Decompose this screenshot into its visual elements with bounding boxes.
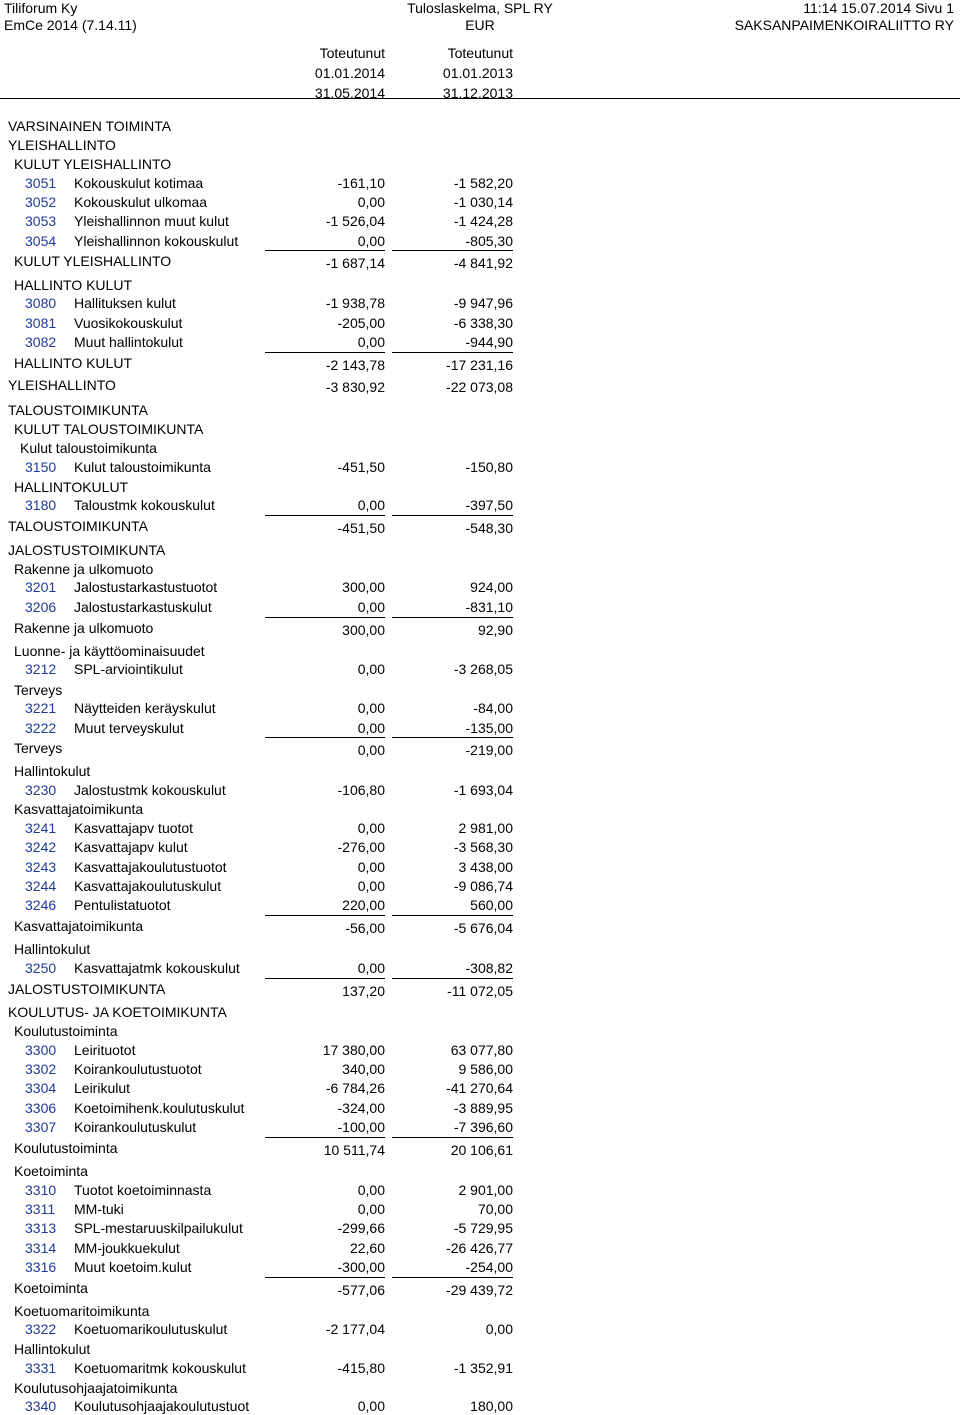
account-name: Muut hallintokulut	[74, 334, 183, 350]
table-row	[0, 1119, 960, 1136]
account-code: 3221	[25, 700, 57, 716]
value-previous: -5 729,95	[453, 1220, 513, 1236]
subtotal-row	[0, 253, 960, 270]
subtotal-label: TALOUSTOIMIKUNTA	[8, 518, 149, 534]
subtotal-current: 10 511,74	[323, 1142, 385, 1158]
column-header-current	[315, 43, 385, 103]
account-code: 3053	[25, 213, 57, 229]
table-row	[0, 878, 960, 895]
subtotal-line	[265, 352, 385, 353]
account-code: 3311	[25, 1201, 56, 1217]
subtotal-previous: 20 106,61	[450, 1142, 513, 1158]
value-previous: -944,90	[465, 334, 513, 350]
subtotal-line	[392, 250, 513, 251]
account-name: Muut koetoim.kulut	[74, 1259, 192, 1275]
account-name: Yleishallinnon kokouskulut	[74, 233, 239, 249]
value-current: 0,00	[357, 720, 385, 736]
subtotal-current: -577,06	[337, 1282, 385, 1298]
subtotal-label: HALLINTO KULUT	[14, 355, 132, 371]
value-previous: 2 901,00	[458, 1182, 513, 1198]
section-heading-label: Koetuomaritoimikunta	[14, 1303, 150, 1319]
software-version: EmCe 2014 (7.14.11)	[4, 17, 137, 33]
subtotal-label: Koetoiminta	[14, 1280, 88, 1296]
section-heading	[0, 277, 960, 294]
value-previous: -1 693,04	[453, 782, 513, 798]
value-previous: -9 947,96	[453, 295, 513, 311]
section-heading	[0, 801, 960, 818]
subtotal-current: -56,00	[345, 920, 385, 936]
account-name: SPL-arviointikulut	[74, 661, 183, 677]
section-heading	[0, 118, 960, 135]
value-previous: 70,00	[477, 1201, 513, 1217]
account-name: Kasvattajapv tuotot	[74, 820, 194, 836]
column-end-date: 31.12.2013	[442, 85, 513, 101]
value-previous: 180,00	[470, 1398, 513, 1414]
subtotal-row	[0, 518, 960, 535]
account-name: Taloustmk kokouskulut	[74, 497, 215, 513]
section-heading	[0, 1380, 960, 1397]
value-current: -415,80	[337, 1360, 385, 1376]
table-row	[0, 1259, 960, 1276]
table-row	[0, 1220, 960, 1237]
section-heading	[0, 682, 960, 699]
table-row	[0, 1080, 960, 1097]
section-heading-label: KULUT YLEISHALLINTO	[14, 156, 172, 172]
value-previous: -135,00	[465, 720, 513, 736]
account-code: 3054	[25, 233, 57, 249]
table-row	[0, 661, 960, 678]
value-previous: 9 586,00	[458, 1061, 513, 1077]
account-name: Näytteiden keräyskulut	[74, 700, 216, 716]
column-title: Toteutunut	[447, 45, 513, 61]
section-heading-label: JALOSTUSTOIMIKUNTA	[8, 542, 166, 558]
account-name: Kasvattajatmk kokouskulut	[74, 960, 240, 976]
table-row	[0, 315, 960, 332]
subtotal-previous: -548,30	[465, 520, 513, 536]
value-previous: 924,00	[470, 579, 513, 595]
account-code: 3201	[25, 579, 57, 595]
account-name: Koetuomarikoulutuskulut	[74, 1321, 228, 1337]
section-heading	[0, 479, 960, 496]
section-heading	[0, 1004, 960, 1021]
section-heading-label: Koetoiminta	[14, 1163, 88, 1179]
account-name: Kasvattajapv kulut	[74, 839, 188, 855]
value-current: -324,00	[337, 1100, 385, 1116]
table-row	[0, 1100, 960, 1117]
section-heading	[0, 542, 960, 559]
account-code: 3316	[25, 1259, 57, 1275]
value-current: 17 380,00	[322, 1042, 385, 1058]
value-previous: -41 270,64	[446, 1080, 513, 1096]
subtotal-current: -1 687,14	[325, 255, 385, 271]
header-divider	[0, 98, 960, 99]
table-row	[0, 1042, 960, 1059]
value-previous: -397,50	[465, 497, 513, 513]
value-current: 0,00	[357, 497, 385, 513]
subtotal-line	[265, 1137, 385, 1138]
subtotal-previous: -219,00	[465, 742, 513, 758]
account-code: 3306	[25, 1100, 57, 1116]
subtotal-current: -2 143,78	[325, 357, 385, 373]
account-name: Koirankoulutuskulut	[74, 1119, 197, 1135]
account-name: Hallituksen kulut	[74, 295, 176, 311]
table-row	[0, 1398, 960, 1415]
account-code: 3340	[25, 1398, 57, 1414]
table-row	[0, 1201, 960, 1218]
section-heading-label: Koulutustoiminta	[14, 1023, 118, 1039]
subtotal-previous: -17 231,16	[446, 357, 513, 373]
section-heading-label: HALLINTO KULUT	[14, 277, 132, 293]
account-name: SPL-mestaruuskilpailukulut	[74, 1220, 243, 1236]
account-code: 3302	[25, 1061, 57, 1077]
value-previous: -1 030,14	[453, 194, 513, 210]
table-row	[0, 839, 960, 856]
section-heading-label: TALOUSTOIMIKUNTA	[8, 402, 149, 418]
subtotal-previous: -29 439,72	[446, 1282, 513, 1298]
account-name: Leirikulut	[74, 1080, 131, 1096]
table-row	[0, 233, 960, 250]
value-previous: -831,10	[465, 599, 513, 615]
subtotal-row	[0, 1280, 960, 1297]
value-current: 340,00	[342, 1061, 385, 1077]
account-name: Kasvattajakoulutustuotot	[74, 859, 227, 875]
section-heading-label: YLEISHALLINTO	[8, 137, 116, 153]
account-code: 3304	[25, 1080, 57, 1096]
table-row	[0, 960, 960, 977]
subtotal-current: -451,50	[337, 520, 385, 536]
column-end-date: 31.05.2014	[314, 85, 385, 101]
value-previous: -84,00	[473, 700, 513, 716]
table-row	[0, 579, 960, 596]
column-start-date: 01.01.2014	[314, 65, 385, 81]
account-name: Kasvattajakoulutuskulut	[74, 878, 222, 894]
account-name: Kokouskulut ulkomaa	[74, 194, 208, 210]
value-current: -106,80	[337, 782, 385, 798]
company-name: Tiliforum Ky	[4, 0, 78, 16]
value-current: 0,00	[357, 334, 385, 350]
value-previous: 0,00	[485, 1321, 513, 1337]
value-previous: 2 981,00	[458, 820, 513, 836]
section-heading	[0, 137, 960, 154]
table-row	[0, 859, 960, 876]
section-heading-label: Kasvattajatoimikunta	[14, 801, 144, 817]
subtotal-line	[392, 978, 513, 979]
table-row	[0, 1061, 960, 1078]
account-code: 3246	[25, 897, 57, 913]
subtotal-line	[392, 515, 513, 516]
section-heading-label: Hallintokulut	[14, 1341, 91, 1357]
table-row	[0, 497, 960, 514]
value-previous: -805,30	[465, 233, 513, 249]
value-current: -300,00	[337, 1259, 385, 1275]
account-name: Muut terveyskulut	[74, 720, 184, 736]
subtotal-line	[265, 515, 385, 516]
account-code: 3052	[25, 194, 57, 210]
value-previous: 3 438,00	[458, 859, 513, 875]
account-code: 3314	[25, 1240, 57, 1256]
account-code: 3322	[25, 1321, 57, 1337]
value-previous: -1 582,20	[453, 175, 513, 191]
section-heading	[0, 402, 960, 419]
column-header-previous	[443, 43, 513, 103]
account-name: MM-joukkuekulut	[74, 1240, 180, 1256]
table-row	[0, 1182, 960, 1199]
value-current: 0,00	[357, 194, 385, 210]
subtotal-line	[265, 250, 385, 251]
subtotal-previous: -4 841,92	[453, 255, 513, 271]
value-current: 0,00	[357, 1398, 385, 1414]
account-name: Kulut taloustoimikunta	[74, 459, 211, 475]
section-heading-label: Hallintokulut	[14, 941, 91, 957]
timestamp-page: 11:14 15.07.2014 Sivu 1	[803, 0, 954, 16]
value-previous: -3 889,95	[453, 1100, 513, 1116]
account-code: 3244	[25, 878, 57, 894]
value-current: 0,00	[357, 700, 385, 716]
account-code: 3250	[25, 960, 57, 976]
value-previous: 560,00	[470, 897, 513, 913]
value-current: -161,10	[337, 175, 385, 191]
subtotal-label: Rakenne ja ulkomuoto	[14, 620, 154, 636]
subtotal-previous: -22 073,08	[446, 379, 513, 395]
table-row	[0, 820, 960, 837]
account-code: 3331	[25, 1360, 57, 1376]
value-current: -205,00	[337, 315, 385, 331]
value-previous: -1 424,28	[453, 213, 513, 229]
value-current: -6 784,26	[325, 1080, 385, 1096]
value-previous: 63 077,80	[450, 1042, 513, 1058]
account-name: Kokouskulut kotimaa	[74, 175, 204, 191]
account-code: 3180	[25, 497, 57, 513]
account-code: 3230	[25, 782, 57, 798]
account-code: 3080	[25, 295, 57, 311]
value-previous: -9 086,74	[453, 878, 513, 894]
table-row	[0, 295, 960, 312]
value-current: 0,00	[357, 1201, 385, 1217]
value-current: 0,00	[357, 820, 385, 836]
subtotal-previous: -5 676,04	[453, 920, 513, 936]
report-header-left	[4, 0, 137, 34]
section-heading-label: Koulutusohjaajatoimikunta	[14, 1380, 178, 1396]
value-previous: -1 352,91	[453, 1360, 513, 1376]
value-previous: -3 268,05	[453, 661, 513, 677]
subtotal-line	[265, 1277, 385, 1278]
value-previous: -6 338,30	[453, 315, 513, 331]
account-code: 3300	[25, 1042, 57, 1058]
subtotal-line	[265, 915, 385, 916]
table-row	[0, 459, 960, 476]
value-current: 22,60	[349, 1240, 385, 1256]
value-current: 300,00	[342, 579, 385, 595]
value-current: 0,00	[357, 878, 385, 894]
table-row	[0, 213, 960, 230]
section-heading	[0, 1303, 960, 1320]
section-heading-label: VARSINAINEN TOIMINTA	[8, 118, 172, 134]
account-code: 3081	[25, 315, 57, 331]
account-code: 3242	[25, 839, 57, 855]
subtotal-current: -3 830,92	[325, 379, 385, 395]
subtotal-row	[0, 620, 960, 637]
value-current: 0,00	[357, 599, 385, 615]
value-current: 220,00	[342, 897, 385, 913]
account-code: 3307	[25, 1119, 57, 1135]
subtotal-line	[392, 1137, 513, 1138]
table-row	[0, 175, 960, 192]
value-current: -1 526,04	[325, 213, 385, 229]
value-current: -299,66	[337, 1220, 385, 1236]
subtotal-previous: 92,90	[477, 622, 513, 638]
subtotal-row	[0, 981, 960, 998]
table-row	[0, 897, 960, 914]
value-current: 0,00	[357, 233, 385, 249]
account-name: Koulutusohjaajakoulutustuot	[74, 1398, 250, 1414]
section-heading-label: HALLINTOKULUT	[14, 479, 129, 495]
section-heading	[0, 941, 960, 958]
report-title: Tuloslaskelma, SPL RY	[407, 0, 553, 16]
value-previous: -254,00	[465, 1259, 513, 1275]
value-current: 0,00	[357, 661, 385, 677]
subtotal-line	[392, 915, 513, 916]
account-name: Koetoimihenk.koulutuskulut	[74, 1100, 245, 1116]
account-name: Leirituotot	[74, 1042, 136, 1058]
value-current: -451,50	[337, 459, 385, 475]
account-code: 3313	[25, 1220, 57, 1236]
account-name: Koirankoulutustuotot	[74, 1061, 202, 1077]
account-code: 3222	[25, 720, 57, 736]
value-current: 0,00	[357, 1182, 385, 1198]
value-previous: -308,82	[465, 960, 513, 976]
section-heading-label: KOULUTUS- JA KOETOIMIKUNTA	[8, 1004, 227, 1020]
section-heading	[0, 1023, 960, 1040]
subtotal-label: KULUT YLEISHALLINTO	[14, 253, 172, 269]
section-heading-label: Rakenne ja ulkomuoto	[14, 561, 154, 577]
table-row	[0, 720, 960, 737]
account-name: Jalostustmk kokouskulut	[74, 782, 226, 798]
account-code: 3082	[25, 334, 57, 350]
table-row	[0, 1240, 960, 1257]
section-heading	[0, 1163, 960, 1180]
value-previous: -3 568,30	[453, 839, 513, 855]
account-name: Vuosikokouskulut	[74, 315, 183, 331]
account-code: 3212	[25, 661, 57, 677]
value-current: -100,00	[337, 1119, 385, 1135]
value-previous: -150,80	[465, 459, 513, 475]
account-name: MM-tuki	[74, 1201, 124, 1217]
account-code: 3051	[25, 175, 57, 191]
value-current: 0,00	[357, 859, 385, 875]
table-row	[0, 700, 960, 717]
subtotal-label: Terveys	[14, 740, 63, 756]
table-row	[0, 599, 960, 616]
table-row	[0, 1321, 960, 1338]
report-header-center	[355, 0, 605, 34]
section-heading	[0, 1341, 960, 1358]
value-current: -1 938,78	[325, 295, 385, 311]
value-current: -2 177,04	[325, 1321, 385, 1337]
subtotal-row	[0, 377, 960, 394]
section-heading-label: Terveys	[14, 682, 63, 698]
section-heading-label: Luonne- ja käyttöominaisuudet	[14, 643, 205, 659]
table-row	[0, 1360, 960, 1377]
value-previous: -7 396,60	[453, 1119, 513, 1135]
subtotal-line	[392, 1277, 513, 1278]
section-heading	[0, 561, 960, 578]
organization-name: SAKSANPAIMENKOIRALIITTO RY	[734, 17, 954, 33]
subtotal-current: 300,00	[342, 622, 385, 638]
table-row	[0, 194, 960, 211]
account-code: 3206	[25, 599, 57, 615]
subtotal-label: Koulutustoiminta	[14, 1140, 118, 1156]
section-heading	[0, 763, 960, 780]
column-title: Toteutunut	[319, 45, 385, 61]
subtotal-previous: -11 072,05	[447, 983, 513, 999]
report-header-right	[735, 0, 954, 34]
section-heading-label: Hallintokulut	[14, 763, 91, 779]
section-heading-label: Kulut taloustoimikunta	[20, 440, 157, 456]
subtotal-row	[0, 355, 960, 372]
subtotal-row	[0, 918, 960, 935]
subtotal-label: YLEISHALLINTO	[8, 377, 116, 393]
subtotal-row	[0, 1140, 960, 1157]
subtotal-line	[392, 352, 513, 353]
section-heading-label: KULUT TALOUSTOIMIKUNTA	[14, 421, 204, 437]
subtotal-line	[265, 978, 385, 979]
account-code: 3243	[25, 859, 57, 875]
subtotal-row	[0, 740, 960, 757]
subtotal-current: 0,00	[357, 742, 385, 758]
account-name: Jalostustarkastustuotot	[74, 579, 218, 595]
column-start-date: 01.01.2013	[442, 65, 513, 81]
value-current: 0,00	[357, 960, 385, 976]
subtotal-line	[392, 737, 513, 738]
section-heading	[0, 156, 960, 173]
account-name: Pentulistatuotot	[74, 897, 171, 913]
account-name: Tuotot koetoiminnasta	[74, 1182, 212, 1198]
subtotal-label: JALOSTUSTOIMIKUNTA	[8, 981, 166, 997]
subtotal-current: 137,20	[342, 983, 385, 999]
account-name: Yleishallinnon muut kulut	[74, 213, 229, 229]
account-code: 3241	[25, 820, 57, 836]
section-heading	[0, 643, 960, 660]
account-code: 3150	[25, 459, 57, 475]
account-code: 3310	[25, 1182, 57, 1198]
section-heading	[0, 421, 960, 438]
value-previous: -26 426,77	[446, 1240, 513, 1256]
section-heading	[0, 440, 960, 457]
table-row	[0, 782, 960, 799]
table-row	[0, 334, 960, 351]
subtotal-label: Kasvattajatoimikunta	[14, 918, 144, 934]
currency-label: EUR	[465, 17, 495, 33]
value-current: -276,00	[337, 839, 385, 855]
subtotal-line	[265, 737, 385, 738]
account-name: Jalostustarkastuskulut	[74, 599, 212, 615]
subtotal-line	[392, 617, 513, 618]
subtotal-line	[265, 617, 385, 618]
account-name: Koetuomaritmk kokouskulut	[74, 1360, 246, 1376]
